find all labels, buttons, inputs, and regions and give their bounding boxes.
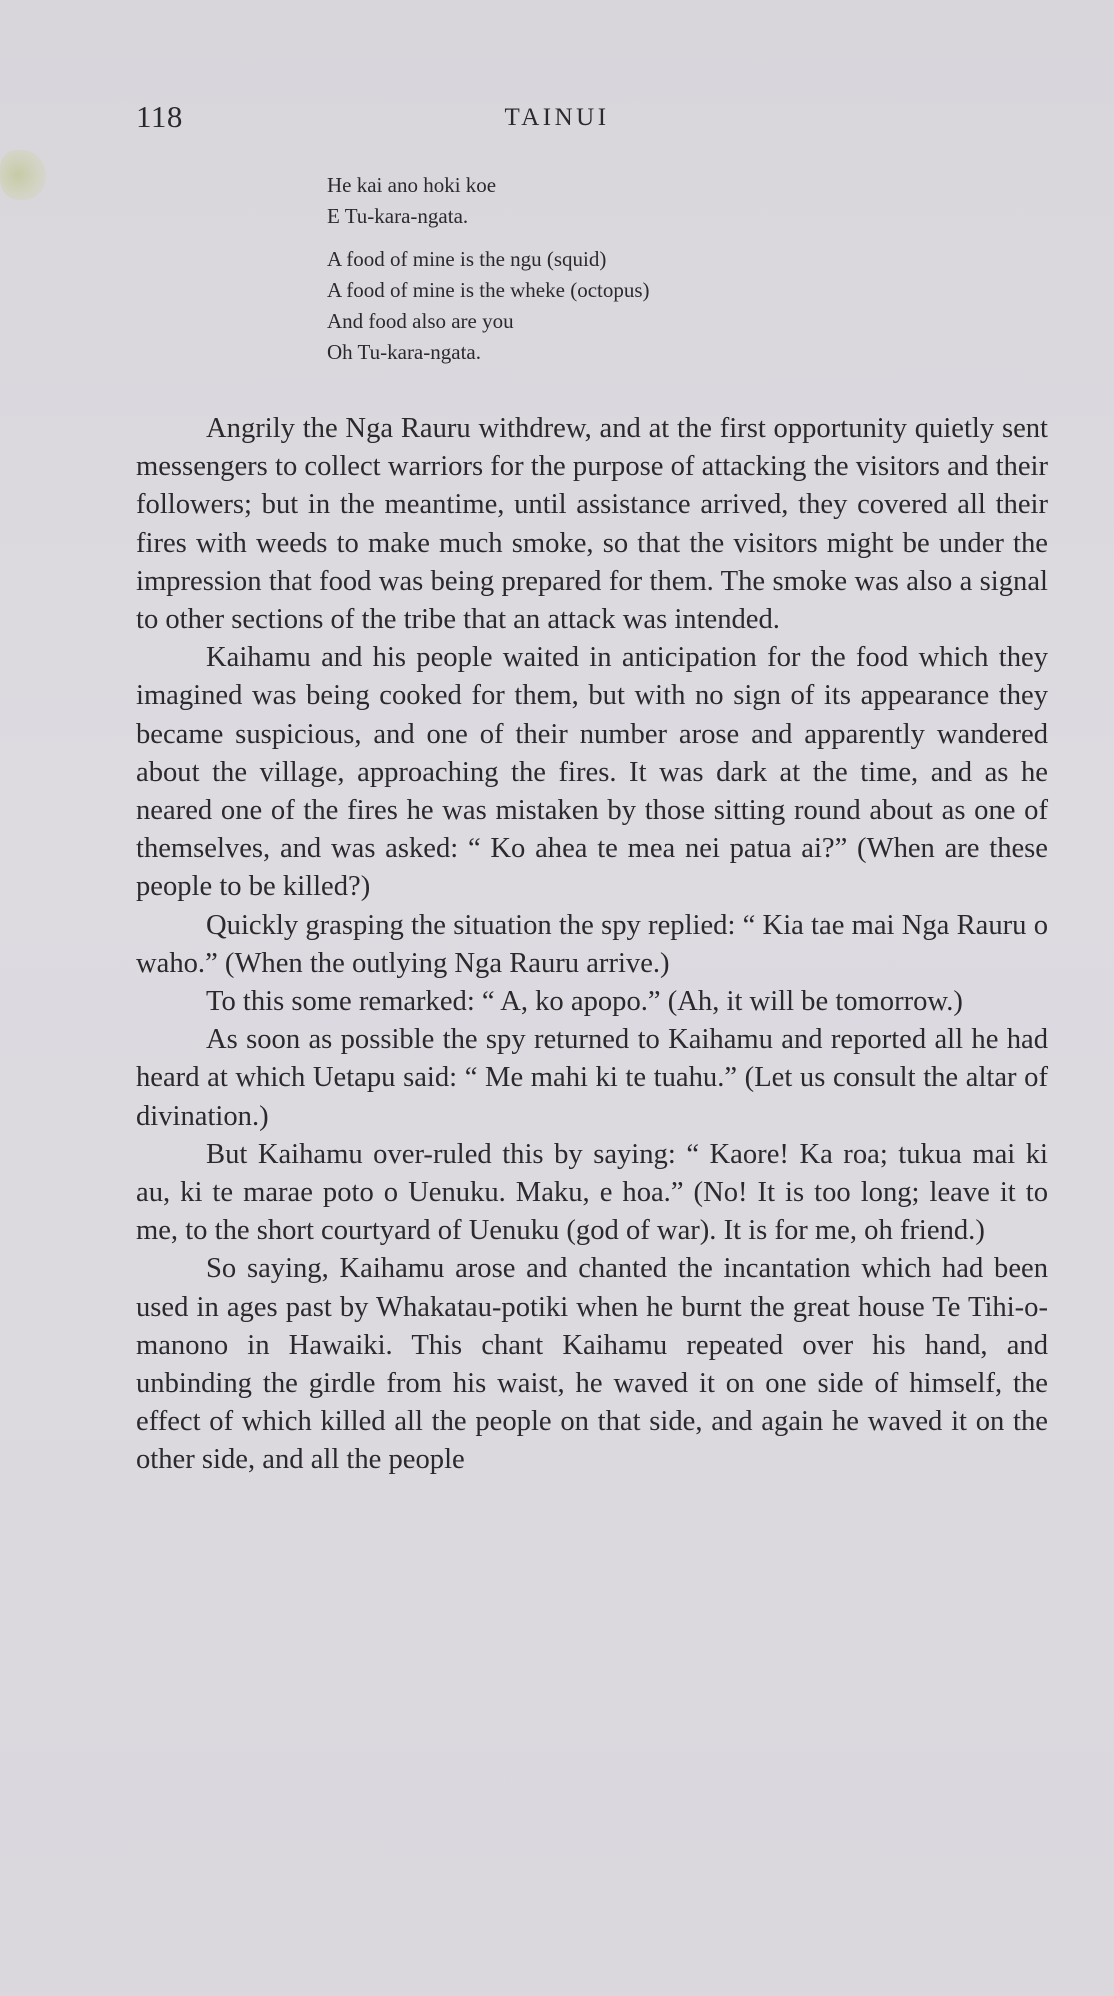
paragraph: Quickly grasping the situation the spy replied: “ Kia tae mai Nga Rauru o waho.” (When the outlying Nga Rauru arrive.) — [136, 909, 1048, 979]
verse-line: A food of mine is the ngu (squid) — [327, 247, 607, 271]
body-text — [136, 410, 1048, 1480]
paper-stain — [0, 150, 46, 200]
verse-line: He kai ano hoki koe — [327, 173, 497, 197]
paragraph: Kaihamu and his people waited in anticipation for the food which they imagined was being cooked for them, but with no sign of its appearance they became suspicious, and one of their number arose and apparently wandered about the village, approaching the fires. It was dark at the time, and as he neared one of the fires he was mistaken by those sitting round about as one of themselves, and was asked: “ Ko ahea te mea nei patua ai?” (When are these people to be killed?) — [136, 642, 1048, 903]
paragraph: As soon as possible the spy returned to Kaihamu and reported all he had heard at which Uetapu said: “ Me mahi ki te tuahu.” (Let us consult the altar of divination.) — [136, 1024, 1048, 1132]
verse-stanza-maori — [327, 170, 650, 232]
verse-line: Oh Tu-kara-ngata. — [327, 340, 481, 364]
verse-stanza-english — [327, 244, 650, 368]
page-number: 118 — [136, 99, 183, 134]
paragraph: To this some remarked: “ A, ko apopo.” (Ah, it will be tomorrow.) — [206, 986, 963, 1018]
paragraph: But Kaihamu over-ruled this by saying: “ Kaore! Ka roa; tukua mai ki au, ki te marae poto o Uenuku. Maku, e hoa.” (No! It is too long; leave it to me, to the short courtyard of Uenuku (god of war). It is for me, oh friend.) — [136, 1138, 1048, 1247]
paragraph: So saying, Kaihamu arose and chanted the incantation which had been used in ages past by Whakatau-potiki when he burnt the great house Te Tihi-o-manono in Hawaiki. This chant Kaihamu repeated over his hand, and unbinding the girdle from his waist, he waved it on one side of himself, the effect of which killed all the people on that side, and again he waved it on the other side, and all the people — [136, 1253, 1048, 1476]
running-head: TAINUI — [504, 104, 610, 131]
verse-line: A food of mine is the wheke (octopus) — [327, 278, 650, 302]
paragraph: Angrily the Nga Rauru withdrew, and at the first opportunity quietly sent messengers to collect warriors for the purpose of attacking the visitors and their followers; but in the meantime, until assistance arrived, they covered all their fires with weeds to make much smoke, so that the visitors might be under the impression that food was being prepared for them. The smoke was also a signal to other sections of the tribe that an attack was intended. — [136, 413, 1048, 636]
verse-line: E Tu-kara-ngata. — [327, 204, 469, 228]
verse-line: And food also are you — [327, 309, 514, 333]
chant-verse — [327, 170, 650, 368]
